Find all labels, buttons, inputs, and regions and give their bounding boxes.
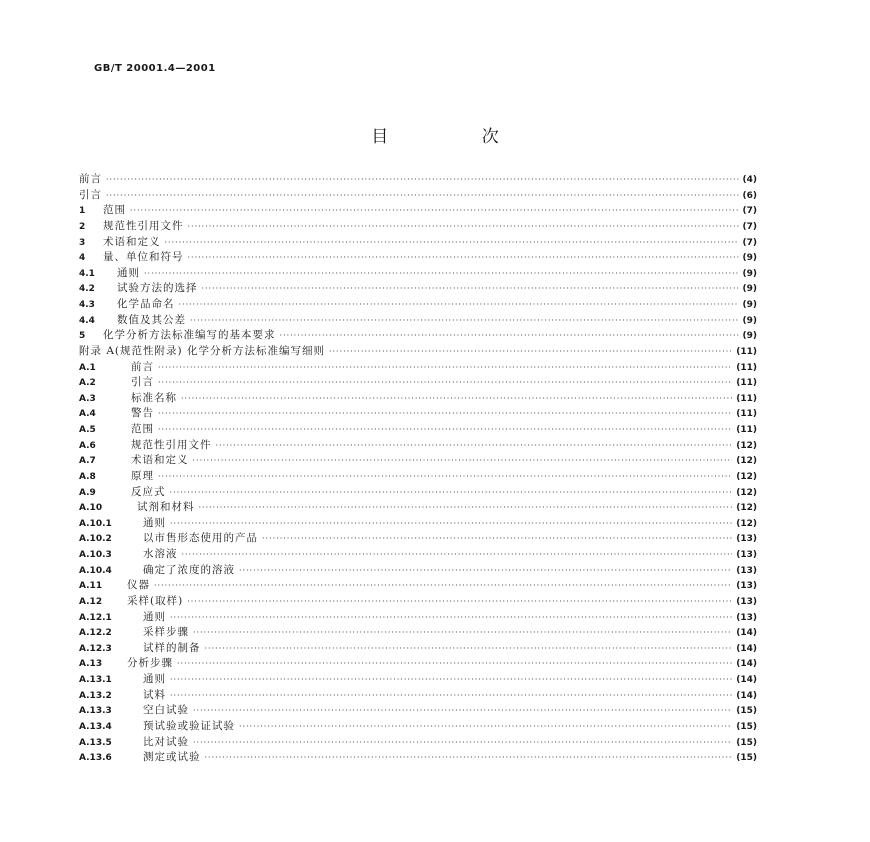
toc-entry[interactable]	[79, 281, 757, 297]
toc-entry[interactable]	[79, 735, 757, 751]
toc-entry-page: (9)	[742, 331, 757, 342]
toc-entry-number: A.1	[79, 362, 96, 373]
toc-entry-page: (15)	[736, 706, 757, 717]
toc-entry-page: (9)	[742, 284, 757, 295]
toc-entry[interactable]	[79, 672, 757, 688]
dot-leader	[193, 625, 732, 641]
toc-entry-title: 分析步骤	[127, 657, 173, 670]
toc-entry-page: (14)	[736, 628, 757, 639]
toc-entry-page: (11)	[736, 393, 757, 404]
toc-entry[interactable]	[79, 531, 757, 547]
toc-entry-title: 术语和定义	[131, 454, 189, 467]
toc-entry-title: 引言	[79, 188, 102, 201]
toc-entry-title: 化学分析方法标准编写的基本要求	[103, 329, 276, 342]
toc-entry-page: (9)	[742, 315, 757, 326]
toc-entry-number: A.12.2	[79, 628, 112, 639]
table-of-contents	[79, 172, 757, 766]
toc-entry[interactable]	[79, 610, 757, 626]
toc-entry-title: 仪器	[127, 579, 150, 592]
dot-leader	[179, 297, 739, 313]
toc-entry-page: (4)	[742, 175, 757, 185]
toc-entry[interactable]	[79, 219, 757, 235]
dot-leader	[193, 735, 732, 751]
toc-entry-page: (15)	[736, 753, 757, 764]
toc-entry[interactable]	[79, 547, 757, 563]
toc-entry-number: A.11	[79, 581, 103, 592]
toc-entry-number: A.12	[79, 596, 103, 607]
dot-leader	[158, 375, 732, 391]
toc-entry-number: 1	[79, 206, 86, 217]
toc-entry-number: A.10.3	[79, 550, 112, 560]
toc-entry-title: 范围	[131, 423, 154, 435]
dot-leader	[158, 406, 732, 422]
toc-entry-title: 空白试验	[143, 704, 189, 717]
toc-entry-number: 4.1	[79, 268, 95, 279]
dot-leader	[177, 656, 732, 672]
dot-leader	[170, 516, 732, 532]
toc-entry-title: 通则	[117, 266, 140, 279]
toc-entry[interactable]	[79, 188, 757, 204]
toc-entry-number: A.4	[79, 409, 96, 420]
toc-entry-page: (12)	[736, 440, 757, 451]
dot-leader	[158, 422, 732, 438]
toc-entry-number: A.13.1	[79, 675, 112, 685]
toc-entry[interactable]	[79, 688, 757, 704]
toc-entry-number: 4.2	[79, 284, 95, 295]
toc-entry-title: 试剂和材料	[137, 501, 195, 514]
toc-entry-title: 试样的制备	[143, 641, 201, 654]
toc-entry-page: (11)	[736, 409, 757, 420]
toc-entry[interactable]	[79, 703, 757, 719]
dot-leader	[158, 469, 732, 485]
toc-entry-page: (12)	[736, 518, 757, 529]
toc-entry-number: A.2	[79, 378, 96, 389]
dot-leader	[239, 719, 732, 735]
dot-leader	[188, 250, 739, 266]
toc-entry-title: 通则	[143, 516, 166, 529]
toc-entry-title: 反应式	[131, 485, 166, 498]
page-title: 目 次	[371, 127, 543, 147]
toc-entry-number: A.10.1	[79, 518, 112, 529]
toc-entry[interactable]	[79, 469, 757, 485]
dot-leader	[154, 578, 732, 594]
toc-entry-page: (11)	[736, 425, 757, 435]
toc-entry[interactable]	[79, 406, 757, 422]
toc-entry[interactable]	[79, 360, 757, 376]
toc-entry-number: 4.4	[79, 315, 95, 326]
toc-entry-page: (6)	[742, 190, 757, 201]
toc-entry[interactable]	[79, 250, 757, 266]
dot-leader	[170, 610, 732, 626]
toc-entry-page: (13)	[736, 596, 757, 607]
toc-entry[interactable]	[79, 563, 757, 579]
toc-entry-page: (13)	[736, 534, 757, 545]
toc-entry-number: 3	[79, 237, 86, 248]
toc-entry-page: (13)	[736, 581, 757, 592]
toc-entry-number: 2	[79, 221, 86, 232]
toc-entry-title: 以市售形态使用的产品	[143, 532, 258, 545]
dot-leader	[182, 547, 733, 563]
dot-leader	[188, 219, 739, 235]
toc-entry-title: 通则	[143, 673, 166, 685]
toc-entry-page: (15)	[736, 721, 757, 732]
toc-entry-title: 量、单位和符号	[103, 251, 184, 264]
toc-entry-page: (9)	[742, 253, 757, 264]
toc-entry-number: A.10	[79, 503, 103, 514]
toc-entry-number: A.7	[79, 456, 96, 467]
toc-entry-title: 原理	[131, 469, 154, 482]
toc-entry[interactable]	[79, 235, 757, 251]
toc-entry[interactable]	[79, 344, 757, 360]
toc-entry[interactable]	[79, 453, 757, 469]
dot-leader	[170, 485, 733, 501]
toc-entry-title: 采样(取样)	[127, 594, 184, 607]
toc-entry-title: 术语和定义	[103, 235, 161, 248]
dot-leader	[329, 344, 732, 360]
toc-entry-title: 前言	[131, 360, 154, 373]
dot-leader	[158, 360, 732, 376]
toc-entry-page: (13)	[736, 612, 757, 623]
toc-entry-number: A.13.4	[79, 721, 112, 732]
toc-entry-page: (7)	[742, 221, 757, 232]
toc-entry-page: (11)	[736, 362, 757, 373]
dot-leader	[202, 281, 739, 297]
toc-entry-number: A.13	[79, 659, 103, 670]
toc-entry-page: (11)	[736, 346, 757, 357]
dot-leader	[193, 453, 733, 469]
toc-entry-page: (9)	[742, 300, 757, 310]
toc-entry-title: 前言	[79, 173, 102, 185]
toc-entry-title: 试料	[143, 688, 166, 701]
dot-leader	[170, 672, 732, 688]
toc-entry-page: (12)	[736, 456, 757, 467]
toc-entry-page: (12)	[736, 487, 757, 498]
toc-entry[interactable]	[79, 297, 757, 313]
toc-entry[interactable]	[79, 313, 757, 329]
toc-entry-number: 4	[79, 253, 86, 264]
toc-entry-page: (7)	[742, 206, 757, 217]
toc-entry-number: A.10.2	[79, 534, 112, 545]
toc-entry-number: A.13.5	[79, 737, 112, 748]
toc-entry-number: A.6	[79, 440, 96, 451]
toc-entry-title: 测定或试验	[143, 751, 201, 764]
toc-entry-number: A.8	[79, 471, 96, 482]
toc-entry-page: (14)	[736, 690, 757, 701]
toc-entry-number: 5	[79, 331, 86, 342]
toc-entry-title: 规范性引用文件	[131, 438, 212, 451]
toc-entry[interactable]	[79, 172, 757, 188]
toc-entry-title: 范围	[103, 204, 126, 217]
dot-leader	[181, 391, 732, 407]
dot-leader	[144, 266, 739, 282]
dot-leader	[199, 500, 733, 516]
dot-leader	[106, 188, 739, 204]
toc-entry[interactable]	[79, 375, 757, 391]
dot-leader	[216, 438, 733, 454]
toc-entry-title: 化学品命名	[117, 298, 175, 310]
toc-entry[interactable]	[79, 328, 757, 344]
toc-entry-page: (13)	[736, 565, 757, 576]
toc-entry-title: 标准名称	[131, 391, 177, 404]
dot-leader	[170, 688, 732, 704]
toc-entry[interactable]	[79, 391, 757, 407]
toc-entry-title: 试验方法的选择	[117, 282, 198, 295]
toc-entry[interactable]	[79, 266, 757, 282]
standard-code: GB/T 20001.4—2001	[94, 63, 216, 74]
dot-leader	[165, 235, 739, 251]
toc-entry[interactable]	[79, 641, 757, 657]
toc-entry-number: A.10.4	[79, 565, 112, 576]
toc-entry[interactable]	[79, 203, 757, 219]
toc-entry-page: (13)	[736, 550, 757, 560]
toc-entry-number: A.13.6	[79, 753, 112, 764]
toc-entry-title: 警告	[131, 407, 154, 420]
toc-entry-page: (14)	[736, 675, 757, 685]
toc-entry-number: 4.3	[79, 300, 95, 310]
toc-entry-title: 采样步骤	[143, 626, 189, 639]
toc-entry-number: A.13.3	[79, 706, 112, 717]
dot-leader	[280, 328, 739, 344]
dot-leader	[239, 563, 732, 579]
toc-entry[interactable]	[79, 485, 757, 501]
toc-entry[interactable]	[79, 750, 757, 766]
dot-leader	[193, 703, 732, 719]
dot-leader	[106, 172, 739, 188]
dot-leader	[130, 203, 739, 219]
toc-entry[interactable]	[79, 594, 757, 610]
toc-entry-page: (14)	[736, 659, 757, 670]
toc-entry-title: 引言	[131, 376, 154, 389]
toc-entry-page: (15)	[736, 737, 757, 748]
toc-entry-title: 通则	[143, 610, 166, 623]
toc-entry-page: (12)	[736, 471, 757, 482]
dot-leader	[187, 594, 732, 610]
toc-entry-number: A.13.2	[79, 690, 112, 701]
toc-entry-title: 水溶液	[143, 548, 178, 560]
toc-entry-title: 数值及其公差	[117, 313, 186, 326]
toc-entry[interactable]	[79, 656, 757, 672]
dot-leader	[205, 641, 733, 657]
toc-entry-page: (11)	[736, 378, 757, 389]
toc-entry[interactable]	[79, 578, 757, 594]
toc-entry-number: A.9	[79, 487, 96, 498]
toc-entry-title: 比对试验	[143, 735, 189, 748]
toc-entry-number: A.12.3	[79, 643, 112, 654]
toc-entry-page: (7)	[742, 237, 757, 248]
toc-entry-page: (12)	[736, 503, 757, 514]
toc-entry[interactable]	[79, 500, 757, 516]
dot-leader	[262, 531, 732, 547]
toc-entry-number: A.3	[79, 393, 96, 404]
toc-entry-title: 附录 A(规范性附录) 化学分析方法标准编写细则	[79, 344, 325, 357]
toc-entry-page: (9)	[742, 268, 757, 279]
toc-entry-number: A.12.1	[79, 612, 112, 623]
dot-leader	[205, 750, 733, 766]
toc-entry-page: (14)	[736, 643, 757, 654]
toc-entry[interactable]	[79, 438, 757, 454]
dot-leader	[190, 313, 739, 329]
toc-entry-title: 规范性引用文件	[103, 219, 184, 232]
toc-entry-title: 预试验或验证试验	[143, 719, 235, 732]
toc-entry-number: A.5	[79, 425, 96, 435]
toc-entry[interactable]	[79, 719, 757, 735]
toc-entry[interactable]	[79, 422, 757, 438]
toc-entry[interactable]	[79, 625, 757, 641]
toc-entry-title: 确定了浓度的溶液	[143, 563, 235, 576]
toc-entry[interactable]	[79, 516, 757, 532]
